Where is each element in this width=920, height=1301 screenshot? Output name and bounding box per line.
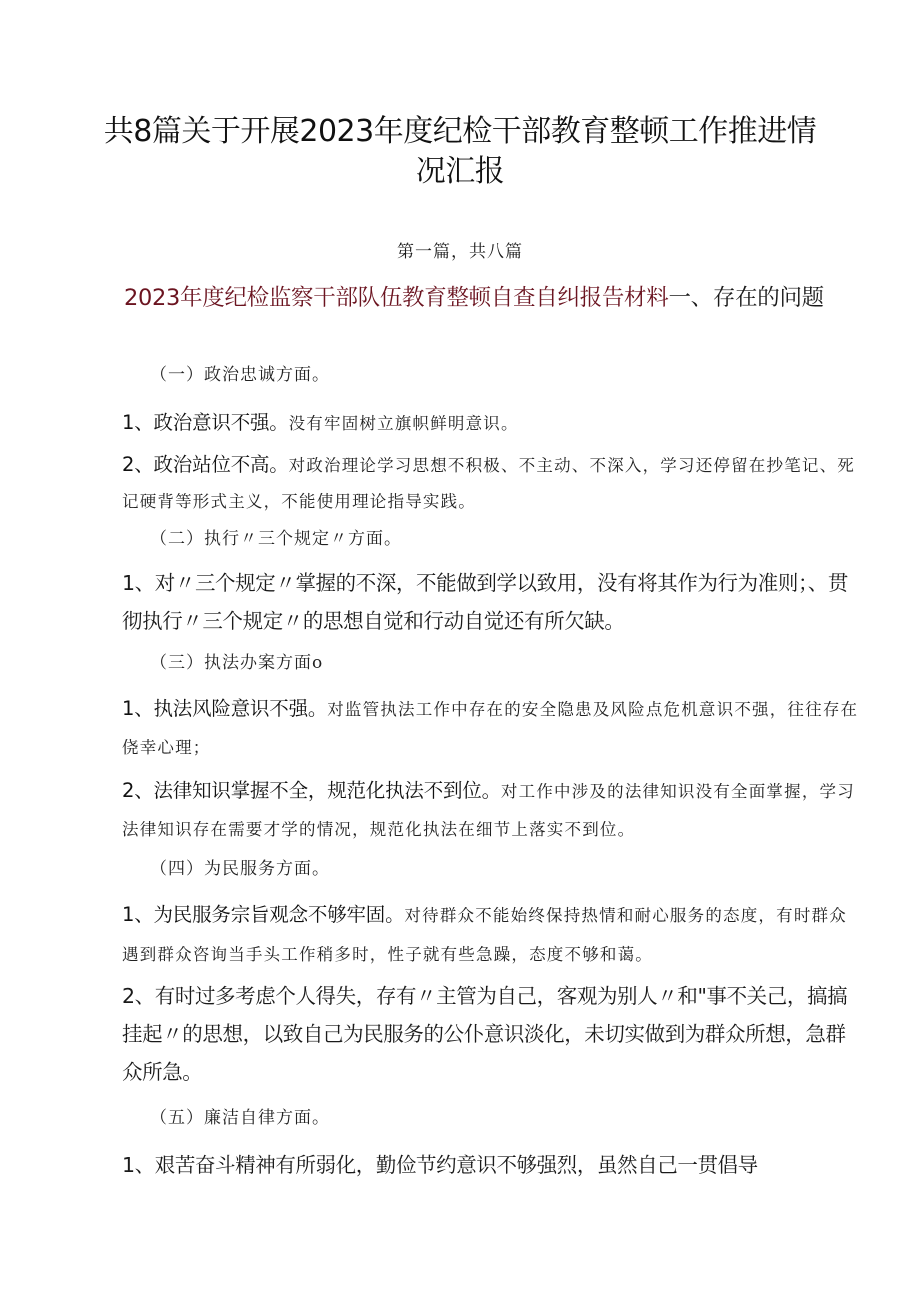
paragraph-lead: 1、执法风险意识不强。	[122, 697, 328, 720]
paragraph-1	[122, 405, 860, 442]
section-heading	[124, 280, 854, 317]
heading-red-text: 2023年度纪检监察干部队伍教育整顿自查自纠报告材料	[124, 285, 669, 311]
paragraph-5	[122, 772, 860, 849]
subsection-political-loyalty: （一）政治忠诚方面。	[150, 365, 330, 385]
document-title: 共8篇关于开展2023年度纪检干部教育整顿工作推进情况汇报	[103, 114, 817, 189]
chapter-label: 第一篇，共八篇	[397, 242, 523, 262]
paragraph-3: 1、对〃三个规定〃掌握的不深，不能做到学以致用，没有将其作为行为准则；、贯彻执行〃三个规定〃的思想自觉和行动自觉还有所欠缺。	[122, 571, 848, 633]
paragraph-body: 对待群众不能始终保持热情和耐心服务的态度，有时群众遇到群众咨询当手头工作稍多时，性子就有些急躁，态度不够和蔼。	[122, 906, 847, 964]
heading-black-text: 一、存在的问题	[668, 285, 824, 311]
paragraph-lead: 2、法律知识掌握不全，规范化执法不到位。	[122, 779, 501, 802]
paragraph-6	[122, 895, 860, 974]
paragraph-4	[122, 690, 860, 767]
subsection-public-service: （四）为民服务方面。	[150, 859, 330, 879]
paragraph-lead: 2、政治站位不高。	[122, 453, 289, 476]
subsection-integrity: （五）廉洁自律方面。	[150, 1108, 330, 1128]
paragraph-2	[122, 447, 860, 520]
paragraph-8: 1、艰苦奋斗精神有所弱化，勤俭节约意识不够强烈，虽然自己一贯倡导	[122, 1153, 758, 1177]
paragraph-body: 没有牢固树立旗帜鲜明意识。	[288, 414, 519, 433]
subsection-three-rules: （二）执行〃三个规定〃方面。	[150, 529, 402, 549]
paragraph-body: 对工作中涉及的法律知识没有全面掌握，学习法律知识存在需要才学的情况，规范化执法在细节上落实不到位。	[122, 782, 855, 839]
paragraph-lead: 1、为民服务宗旨观念不够牢固。	[122, 903, 405, 926]
paragraph-body: 对监管执法工作中存在的安全隐患及风险点危机意识不强，往往存在侥幸心理；	[122, 700, 859, 757]
subsection-law-enforcement: （三）执法办案方面o	[150, 653, 324, 673]
paragraph-body: 对政治理论学习思想不积极、不主动、不深入，学习还停留在抄笔记、死记硬背等形式主义，不能使用理论指导实践。	[122, 456, 856, 511]
paragraph-lead: 1、政治意识不强。	[122, 411, 289, 434]
paragraph-7: 2、有时过多考虑个人得失，存有〃主管为自己，客观为别人〃和"事不关己，搞搞挂起〃的思想，以致自己为民服务的公仆意识淡化，未切实做到为群众所想，急群众所急。	[122, 984, 848, 1084]
